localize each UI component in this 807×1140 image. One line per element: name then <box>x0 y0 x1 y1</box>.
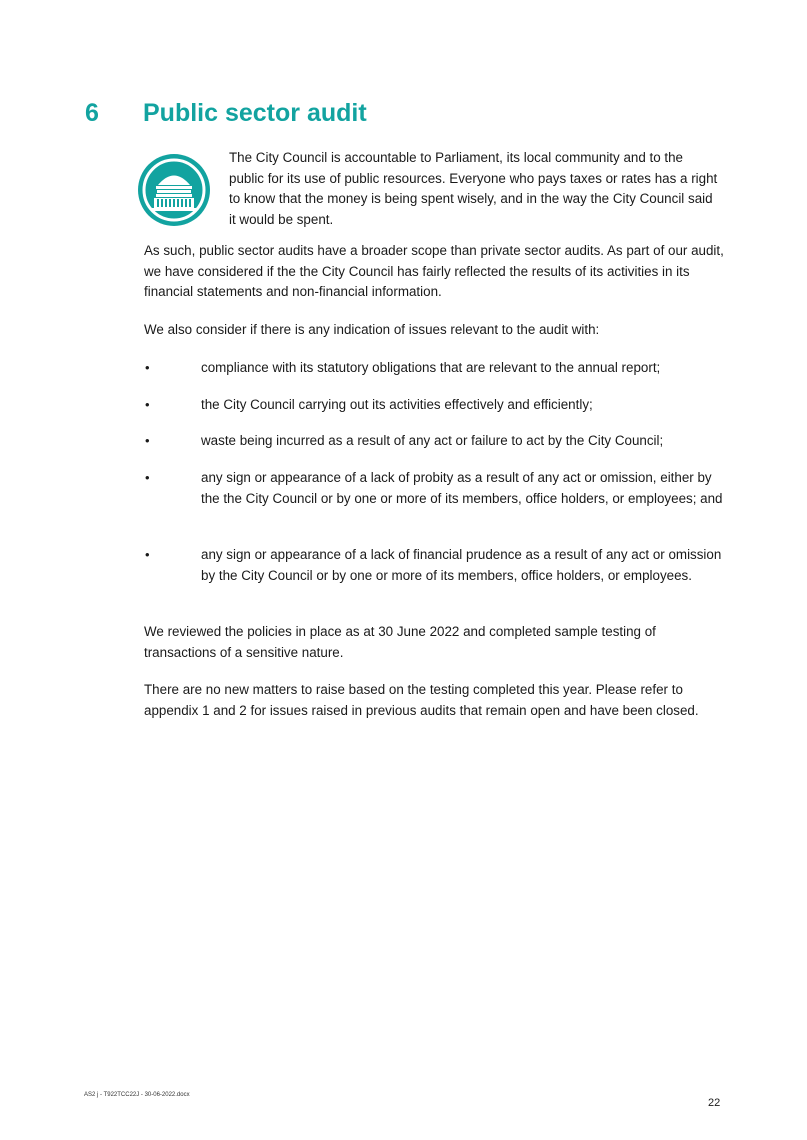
consider-paragraph: We also consider if there is any indication of issues relevant to the audit with: <box>144 322 600 337</box>
list-item-text: any sign or appearance of a lack of financial prudence as a result of any act or omission by the City Council or by one or more of its members, office holders, or employees. <box>201 547 722 583</box>
parliament-building-icon <box>136 152 212 228</box>
list-item-text: compliance with its statutory obligations that are relevant to the annual report; <box>201 360 661 375</box>
list-item <box>144 545 729 586</box>
list-item-text: any sign or appearance of a lack of probity as a result of any act or omission, either by the the City Council or by one or more of its members, office holders, or employees; and <box>201 470 723 506</box>
list-item <box>144 468 729 509</box>
page-number: 22 <box>708 1097 721 1109</box>
section-title: Public sector audit <box>143 99 367 127</box>
list-item-text: the City Council carrying out its activities effectively and efficiently; <box>201 397 593 412</box>
scope-paragraph: As such, public sector audits have a broader scope than private sector audits. As part of our audit, we have considered if the the City Council has fairly reflected the results of its activities in its financial statements and non-financial information. <box>144 243 724 299</box>
list-item <box>144 395 729 416</box>
bullet-icon: • <box>145 433 150 448</box>
intro-paragraph: The City Council is accountable to Parliament, its local community and to the public for its use of public resources. Everyone who pays taxes or rates has a right to know that the money is being spent wisely, and in the way the City Council said it would be spent. <box>229 150 718 227</box>
bullet-icon: • <box>145 397 150 412</box>
no-matters-paragraph: There are no new matters to raise based on the testing completed this year. Please refer to appendix 1 and 2 for issues raised in previous audits that remain open and have been closed. <box>144 682 699 718</box>
list-item-text: waste being incurred as a result of any act or failure to act by the City Council; <box>201 433 664 448</box>
bullet-icon: • <box>145 360 150 375</box>
list-item <box>144 431 729 452</box>
footer-document-reference: AS2 j - T922TCC22J - 30-06-2022.docx <box>84 1092 190 1098</box>
section-heading <box>85 96 367 130</box>
bullet-icon: • <box>145 470 150 485</box>
section-number: 6 <box>85 99 99 127</box>
bullet-icon: • <box>145 547 150 562</box>
reviewed-paragraph: We reviewed the policies in place as at 30 June 2022 and completed sample testing of transactions of a sensitive nature. <box>144 624 656 660</box>
list-item <box>144 358 729 379</box>
